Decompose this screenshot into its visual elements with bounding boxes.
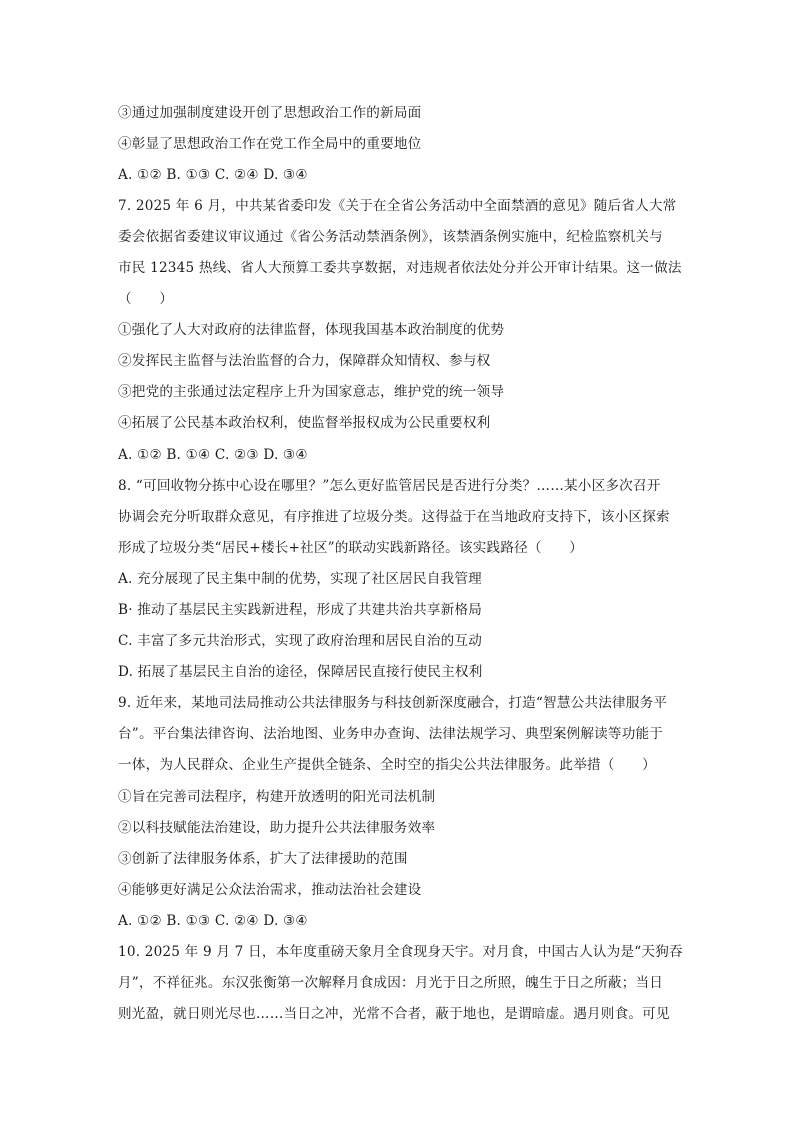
- option-4: ④能够更好满足公众法治需求，推动法治社会建设: [118, 882, 422, 898]
- question-7-text: 市民 12345 热线、省人大预算工委共享数据，对违规者依法处分并公开审计结果。这一做法: [118, 260, 682, 276]
- option-3: ③通过加强制度建设开创了思想政治工作的新局面: [118, 105, 422, 121]
- answer-choices-q6: A. ①② B. ①③ C. ②④ D. ③④: [118, 167, 308, 183]
- question-7-text: 委会依据省委建议审议通过《省公务活动禁酒条例》，该禁酒条例实施中，纪检监察机关与: [118, 229, 663, 245]
- option-4: ④彰显了思想政治工作在党工作全局中的重要地位: [118, 136, 422, 152]
- question-10-text: 月”，不祥征兆。东汉张衡第一次解释月食成因：月光于日之所照，魄生于日之所蔽；当日: [118, 975, 664, 991]
- option-2: ②发挥民主监督与法治监督的合力，保障群众知情权、参与权: [118, 353, 491, 369]
- option-3: ③创新了法律服务体系，扩大了法律援助的范围: [118, 851, 408, 867]
- question-8-text: 形成了垃圾分类“居民+楼长+社区”的联动实践新路径。该实践路径（ ）: [118, 540, 584, 556]
- option-3: ③把党的主张通过法定程序上升为国家意志，维护党的统一领导: [118, 384, 505, 400]
- answer-choices-q7: A. ①② B. ①④ C. ②③ D. ③④: [118, 447, 308, 463]
- question-8-text: 8. “可回收物分拣中心设在哪里？”怎么更好监管居民是否进行分类？……某小区多次召开: [118, 478, 661, 494]
- answer-blank: （ ）: [118, 291, 174, 307]
- question-9-text: 台”。平台集法律咨询、法治地图、业务申办查询、法律法规学习、典型案例解读等功能于: [118, 726, 664, 742]
- option-2: ②以科技赋能法治建设，助力提升公共法律服务效率: [118, 820, 436, 836]
- answer-choices-q9: A. ①② B. ①③ C. ②④ D. ③④: [118, 913, 308, 929]
- question-7-text: 7. 2025 年 6 月，中共某省委印发《关于在全省公务活动中全面禁酒的意见》随后省人大常: [118, 198, 677, 214]
- option-1: ①强化了人大对政府的法律监督，体现我国基本政治制度的优势: [118, 322, 505, 338]
- question-10-text: 10. 2025 年 9 月 7 日，本年度重磅天象月全食现身天宇。对月食，中国古人认为是“天狗吞: [118, 944, 683, 960]
- question-10-text: 则光盈，就日则光尽也……当日之冲，光常不合者，蔽于地也，是谓暗虚。遇月则食。可见: [118, 1006, 670, 1022]
- choice-c: C. 丰富了多元共治形式，实现了政府治理和居民自治的互动: [118, 633, 483, 649]
- choice-a: A. 充分展现了民主集中制的优势，实现了社区居民自我管理: [118, 571, 482, 587]
- option-4: ④拓展了公民基本政治权利，使监督举报权成为公民重要权利: [118, 415, 491, 431]
- option-1: ①旨在完善司法程序，构建开放透明的阳光司法机制: [118, 789, 436, 805]
- question-8-text: 协调会充分听取群众意见，有序推进了垃圾分类。这得益于在当地政府支持下，该小区探索: [118, 509, 670, 525]
- question-9-text: 9. 近年来，某地司法局推动公共法律服务与科技创新深度融合，打造“智慧公共法律服务平: [118, 695, 668, 711]
- choice-b: B· 推动了基层民主实践新进程，形成了共建共治共享新格局: [118, 602, 483, 618]
- question-9-text: 一体，为人民群众、企业生产提供全链条、全时空的指尖公共法律服务。此举措（ ）: [118, 757, 656, 773]
- choice-d: D. 拓展了基层民主自治的途径，保障居民直接行使民主权利: [118, 664, 483, 680]
